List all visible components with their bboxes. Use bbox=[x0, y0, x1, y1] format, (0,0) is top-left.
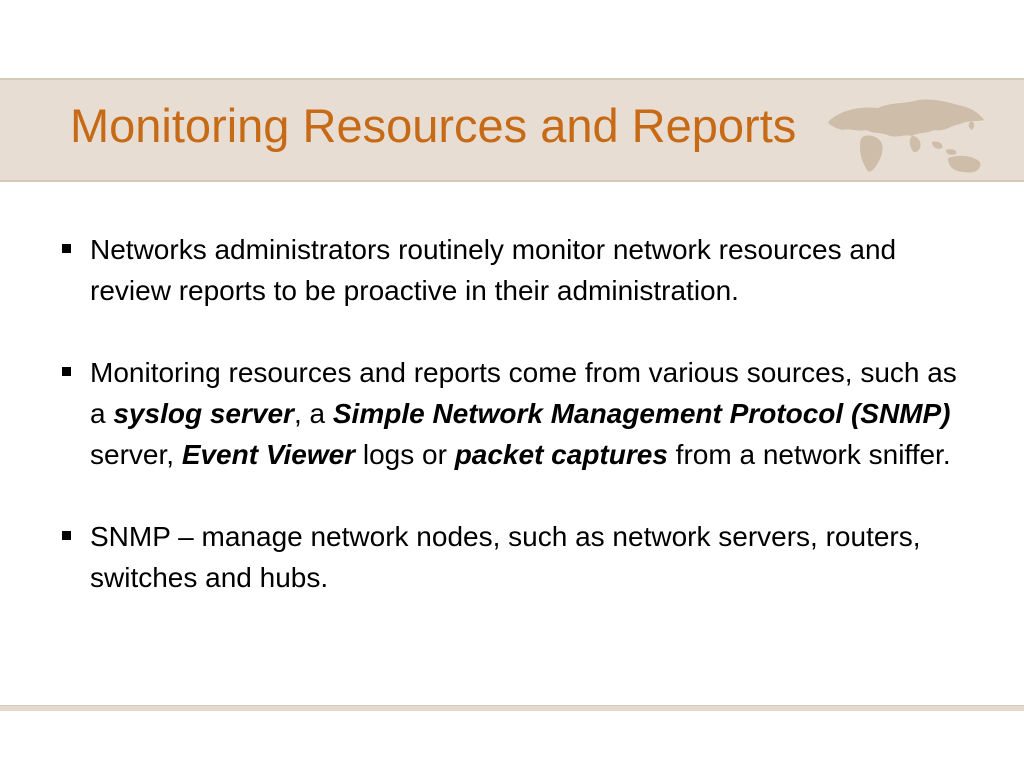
bullet-text-segment: , a bbox=[293, 398, 333, 429]
slide-title: Monitoring Resources and Reports bbox=[70, 99, 797, 152]
bullet-item bbox=[62, 352, 962, 475]
bullet-text: Networks administrators routinely monitor network resources and review reports to be proactive in their administration. bbox=[90, 234, 897, 306]
bullet-item bbox=[62, 229, 962, 311]
square-bullet-icon bbox=[62, 367, 71, 376]
emphasis-syslog-server: syslog server bbox=[113, 398, 294, 429]
bullet-list bbox=[62, 229, 962, 639]
emphasis-packet-captures: packet captures bbox=[454, 439, 668, 470]
bottom-divider bbox=[0, 705, 1024, 711]
square-bullet-icon bbox=[62, 531, 71, 540]
emphasis-event-viewer: Event Viewer bbox=[181, 439, 356, 470]
emphasis-snmp: Simple Network Management Protocol (SNMP) bbox=[332, 398, 951, 429]
bullet-text-segment: from a network sniffer. bbox=[667, 439, 951, 470]
bullet-text-segment: logs or bbox=[355, 439, 455, 470]
bullet-text-segment: Monitoring resources and reports come from various sources, such as a bbox=[90, 357, 957, 429]
bullet-text bbox=[90, 357, 957, 470]
square-bullet-icon bbox=[62, 244, 71, 253]
bullet-text: SNMP – manage network nodes, such as network servers, routers, switches and hubs. bbox=[90, 521, 921, 593]
bullet-item bbox=[62, 516, 962, 598]
bullet-text-segment: server, bbox=[90, 439, 182, 470]
